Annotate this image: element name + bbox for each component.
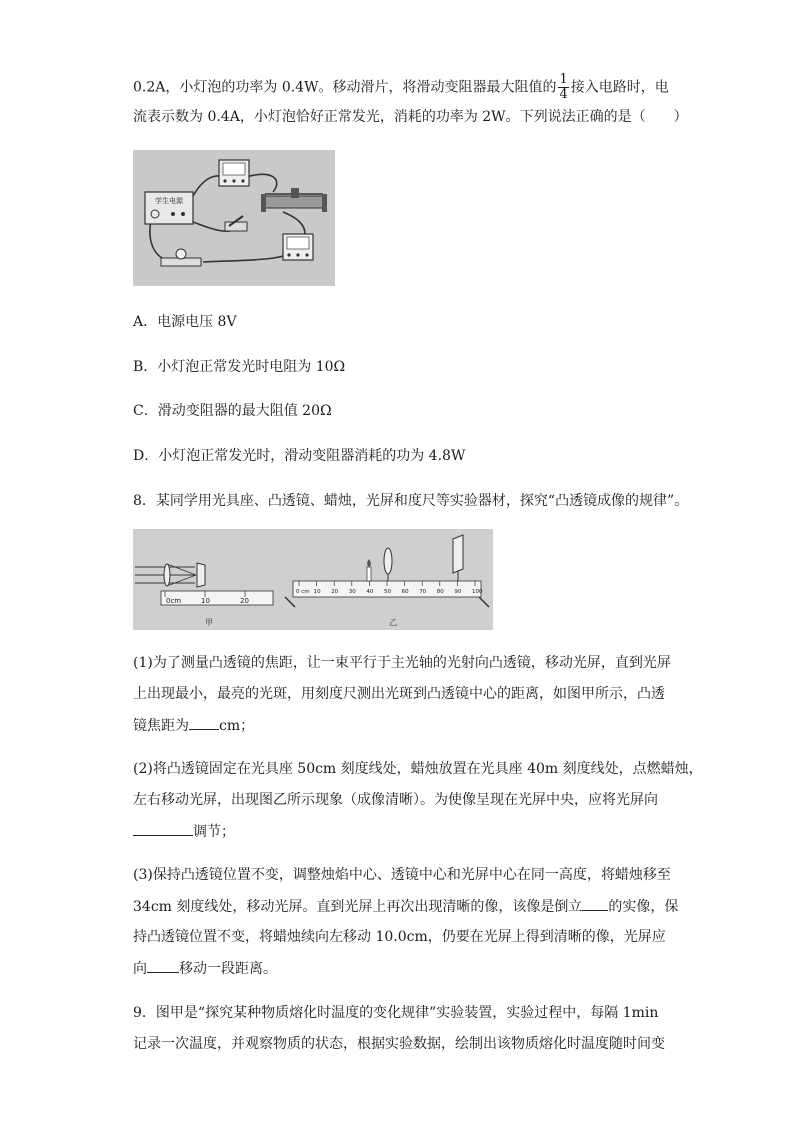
- answer-blank-focal-length[interactable]: [189, 715, 219, 730]
- q8-part3-line1: (3)保持凸透镜位置不变，调整烛焰中心、透镜中心和光屏中心在同一高度，将蜡烛移至: [133, 867, 671, 883]
- option-a: A．电源电压 8V: [133, 314, 237, 330]
- question-9-line1: 9．图甲是“探究某种物质熔化时温度的变化规律”实验装置，实验过程中，每隔 1min: [133, 1005, 659, 1021]
- power-supply-label: 学生电源: [155, 197, 183, 205]
- answer-blank-screen-direction[interactable]: [133, 821, 193, 836]
- circuit-diagram-photo: [133, 150, 335, 286]
- optical-bench-figure: [133, 529, 493, 630]
- bench-tick-label: 50: [384, 589, 391, 595]
- ammeter: [283, 234, 313, 260]
- question-intro-line-1: 0.2A，小灯泡的功率为 0.4W。移动滑片，将滑动变阻器最大阻值的 $\frac{1}{4}$ 接入电路时，电: [133, 72, 669, 102]
- question-8-stem: 8．某同学用光具座、凸透镜、蜡烛，光屏和度尺等实验器材，探究“凸透镜成像的规律”。: [133, 493, 689, 509]
- q8-part3-line2: 34cm 刻度线处，移动光屏。直到光屏上再次出现清晰的像，该像是倒立 的实像，保: [133, 896, 678, 917]
- power-supply: [145, 192, 193, 224]
- fraction-one-quarter: $\frac{1}{4}$: [559, 72, 568, 102]
- q8-part1-line1: (1)为了测量凸透镜的焦距，让一束平行于主光轴的光射向凸透镜，移动光屏，直到光屏: [133, 655, 671, 671]
- bench-tick-label: 0 cm: [296, 589, 310, 595]
- candle: [367, 559, 371, 581]
- fig-label-jia: 甲: [205, 618, 213, 627]
- bench-tick-label: 80: [436, 589, 444, 595]
- q8-part3-line3: 持凸透镜位置不变，将蜡烛续向左移动 10.0cm，仍要在光屏上得到清晰的像，光屏应: [133, 929, 666, 945]
- bench-tick-label: 40: [366, 589, 374, 595]
- q8-part1-line3: 镜焦距为 cm；: [133, 715, 254, 736]
- option-c: C．滑动变阻器的最大阻值 20Ω: [133, 403, 332, 419]
- option-b: B．小灯泡正常发光时电阻为 10Ω: [133, 359, 346, 375]
- option-d: D．小灯泡正常发光时，滑动变阻器消耗的功为 4.8W: [133, 448, 466, 464]
- bench-tick-label: 30: [348, 589, 356, 595]
- bench-tick-label: 60: [401, 589, 409, 595]
- question-9-line2: 记录一次温度，并观察物质的状态，根据实验数据，绘制出该物质熔化时温度随时间变: [133, 1036, 665, 1052]
- q8-part2-line1: (2)将凸透镜固定在光具座 50cm 刻度线处，蜡烛放置在光具座 40m 刻度线处，点燃蜡烛，: [133, 761, 703, 777]
- fig-label-yi: 乙: [389, 618, 397, 627]
- fig-a-tick-10: 10: [201, 597, 210, 605]
- fig-a-tick-20: 20: [240, 597, 249, 605]
- q8-part1-line2: 上出现最小，最亮的光斑，用刻度尺测出光斑到凸透镜中心的距离，如图甲所示，凸透: [133, 686, 665, 702]
- bench-tick-label: 70: [419, 589, 427, 595]
- voltmeter: [219, 160, 249, 186]
- question-intro-line-2: 流表示数为 0.4A，小灯泡恰好正常发光，消耗的功率为 2W。下列说法正确的是（ ）: [133, 109, 688, 125]
- q8-part2-line2: 左右移动光屏，出现图乙所示现象（成像清晰）。为使像呈现在光屏中央，应将光屏向: [133, 792, 658, 808]
- answer-blank-image-type[interactable]: [582, 896, 608, 911]
- bench-tick-label: 90: [454, 589, 462, 595]
- fig-a-tick-0: 0cm: [166, 597, 182, 605]
- q8-part3-line4: 向 移动一段距离。: [133, 958, 277, 979]
- answer-blank-move-direction[interactable]: [147, 958, 179, 973]
- bench-tick-label: 20: [331, 589, 339, 595]
- bench-tick-label: 10: [313, 589, 321, 595]
- q8-part2-line3: 调节；: [133, 821, 235, 842]
- bench-tick-label: 100: [472, 589, 483, 595]
